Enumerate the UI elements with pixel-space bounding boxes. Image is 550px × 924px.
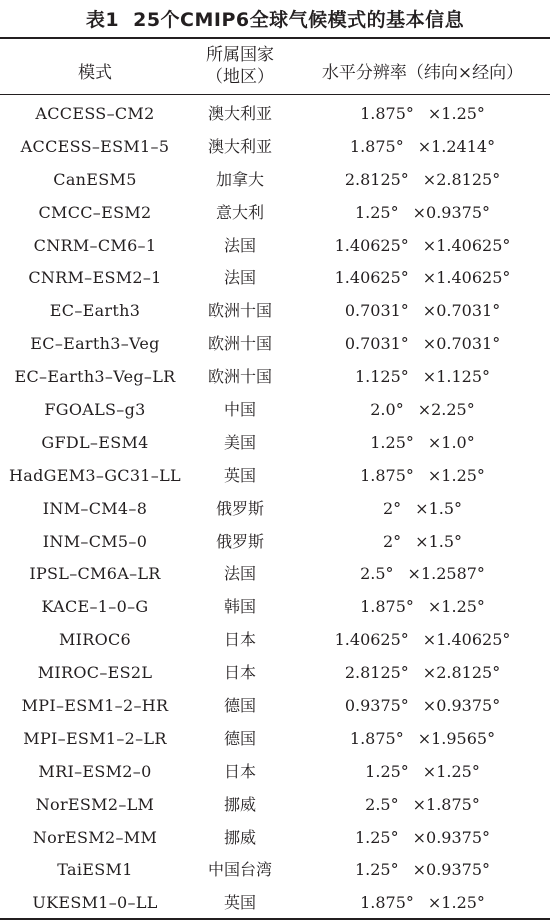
cell-lon-res: ×2.25°	[417, 400, 475, 420]
header-resolution: 水平分辨率（纬向×经向）	[321, 63, 524, 83]
cell-lat-res: 1.125°	[354, 367, 409, 387]
cell-model: INM–CM4–8	[42, 498, 148, 518]
cell-resolution	[295, 690, 550, 723]
cell-model: MIROC6	[58, 630, 132, 650]
cell-model: UKESM1–0–LL	[32, 893, 158, 913]
table-row	[0, 230, 550, 263]
cell-lon-res: ×1.40625°	[422, 268, 511, 288]
cell-model: EC–Earth3–Veg	[30, 334, 160, 354]
cell-lon-res: ×1.40625°	[422, 630, 511, 650]
cell-resolution	[295, 854, 550, 887]
cell-lon-res: ×0.9375°	[412, 827, 490, 847]
table-body	[0, 98, 550, 920]
cell-lon-res: ×1.9565°	[417, 728, 496, 748]
top-rule	[0, 37, 550, 39]
cell-lat-res: 1.40625°	[334, 235, 409, 255]
table-row	[0, 657, 550, 690]
cell-resolution	[295, 756, 550, 789]
cell-model: KACE–1–0–G	[41, 597, 149, 617]
cell-lat-res: 2.5°	[365, 794, 399, 814]
cell-lat-res: 1.25°	[354, 860, 399, 880]
table-row	[0, 723, 550, 756]
cell-model: ACCESS–ESM1–5	[20, 136, 170, 156]
cell-lat-res: 1.875°	[360, 465, 414, 485]
cell-lat-res: 2.5°	[360, 564, 394, 584]
cell-model: MIROC–ES2L	[37, 663, 153, 683]
cell-model: NorESM2–LM	[35, 794, 155, 814]
cell-model: TaiESM1	[57, 860, 133, 880]
cell-model: MPI–ESM1–2–HR	[21, 696, 169, 716]
table-row	[0, 328, 550, 361]
cell-lon-res: ×1.25°	[427, 893, 485, 913]
cell-resolution	[295, 361, 550, 394]
cell-lon-res: ×0.7031°	[422, 301, 501, 321]
cell-resolution	[295, 197, 550, 230]
cell-country: 德国	[223, 728, 256, 748]
table-row	[0, 394, 550, 427]
header-model: 模式	[78, 63, 112, 83]
cell-model: CanESM5	[53, 169, 137, 189]
cell-country: 韩国	[223, 597, 256, 617]
cell-lat-res: 2.8125°	[344, 169, 409, 189]
cell-resolution	[295, 723, 550, 756]
table-row	[0, 526, 550, 559]
cell-lon-res: ×1.40625°	[422, 235, 511, 255]
cell-resolution	[295, 657, 550, 690]
cell-lon-res: ×1.125°	[422, 367, 491, 387]
header-country	[190, 44, 290, 88]
cell-resolution	[295, 230, 550, 263]
cell-lat-res: 1.25°	[370, 432, 414, 452]
cell-model: MPI–ESM1–2–LR	[23, 728, 167, 748]
table-row	[0, 756, 550, 789]
table-row	[0, 558, 550, 591]
table-row	[0, 789, 550, 822]
cell-resolution	[295, 427, 550, 460]
table-row	[0, 591, 550, 624]
table-row	[0, 854, 550, 887]
cell-model: ACCESS–CM2	[35, 104, 155, 123]
cell-country: 中国台湾	[207, 860, 272, 880]
table-row	[0, 98, 550, 131]
table-row	[0, 493, 550, 526]
cell-lon-res: ×1.5°	[415, 498, 463, 518]
table-row	[0, 164, 550, 197]
cell-resolution	[295, 624, 550, 657]
bottom-rule	[0, 918, 550, 920]
cell-lat-res: 1.875°	[349, 728, 404, 748]
cell-country: 法国	[223, 235, 256, 255]
cell-country: 俄罗斯	[215, 531, 264, 551]
cell-lat-res: 1.875°	[349, 136, 404, 156]
cell-lon-res: ×1.875°	[412, 794, 480, 814]
cell-model: CNRM–ESM2–1	[28, 268, 162, 288]
cell-country: 欧洲十国	[207, 301, 272, 321]
cell-lat-res: 2°	[382, 531, 402, 551]
cell-resolution	[295, 394, 550, 427]
cell-country: 加拿大	[215, 169, 264, 189]
table-row	[0, 295, 550, 328]
table-row	[0, 262, 550, 295]
cell-lon-res: ×0.7031°	[422, 334, 501, 354]
cell-lat-res: 1.25°	[354, 827, 399, 847]
cell-model: INM–CM5–0	[42, 531, 148, 551]
cell-lon-res: ×0.9375°	[422, 696, 501, 716]
cell-lon-res: ×1.25°	[427, 597, 485, 617]
table-row	[0, 822, 550, 855]
cell-country: 英国	[223, 893, 256, 913]
cell-resolution	[295, 262, 550, 295]
table-row	[0, 131, 550, 164]
cell-lon-res: ×1.2587°	[407, 564, 485, 584]
cell-lat-res: 1.40625°	[334, 268, 409, 288]
cell-lat-res: 0.9375°	[344, 696, 409, 716]
table-row	[0, 197, 550, 230]
cell-country: 英国	[223, 465, 256, 485]
cell-country: 挪威	[223, 794, 256, 814]
cell-lat-res: 1.25°	[365, 761, 409, 781]
cell-model: CMCC–ESM2	[38, 202, 152, 222]
cell-country: 欧洲十国	[207, 367, 272, 387]
cell-country: 中国	[223, 400, 256, 420]
header-country-line2: （地区）	[206, 67, 274, 87]
cell-model: EC–Earth3–Veg–LR	[14, 367, 176, 387]
cell-resolution	[295, 822, 550, 855]
cell-model: FGOALS–g3	[44, 400, 146, 420]
cell-model: IPSL–CM6A–LR	[29, 564, 161, 584]
cell-country: 德国	[223, 696, 256, 716]
cell-lat-res: 1.40625°	[334, 630, 409, 650]
cell-model: MRI–ESM2–0	[38, 761, 152, 781]
table-caption: 25个CMIP6全球气候模式的基本信息	[133, 9, 465, 31]
table-row	[0, 624, 550, 657]
cell-country: 日本	[223, 630, 256, 650]
cell-country: 日本	[223, 663, 256, 683]
cell-lat-res: 2°	[382, 498, 402, 518]
cell-country: 意大利	[215, 202, 264, 222]
table-header	[0, 40, 550, 94]
cell-resolution	[295, 789, 550, 822]
cell-resolution	[295, 98, 550, 131]
cell-country: 澳大利亚	[207, 136, 272, 156]
cell-lon-res: ×1.25°	[422, 761, 480, 781]
cell-lon-res: ×1.0°	[427, 432, 475, 452]
cell-model: NorESM2–MM	[32, 827, 158, 847]
cell-resolution	[295, 558, 550, 591]
header-rule	[0, 94, 550, 95]
cell-lat-res: 0.7031°	[344, 301, 409, 321]
cell-lat-res: 1.875°	[360, 597, 414, 617]
cell-resolution	[295, 887, 550, 920]
cell-resolution	[295, 591, 550, 624]
table-row	[0, 427, 550, 460]
table-row	[0, 887, 550, 920]
cell-resolution	[295, 164, 550, 197]
cell-lon-res: ×0.9375°	[412, 202, 490, 222]
cell-model: HadGEM3–GC31–LL	[9, 465, 181, 485]
table-row	[0, 460, 550, 493]
cell-resolution	[295, 131, 550, 164]
cell-lon-res: ×0.9375°	[412, 860, 490, 880]
table-title	[0, 6, 550, 34]
cell-country: 美国	[223, 432, 256, 452]
cell-lat-res: 1.875°	[360, 104, 414, 123]
cell-lat-res: 0.7031°	[344, 334, 409, 354]
cell-resolution	[295, 526, 550, 559]
table-row	[0, 690, 550, 723]
cell-country: 法国	[223, 268, 256, 288]
cell-model: EC–Earth3	[49, 301, 141, 321]
cell-resolution	[295, 460, 550, 493]
cell-country: 法国	[223, 564, 256, 584]
cell-lat-res: 1.25°	[354, 202, 399, 222]
cell-model: GFDL–ESM4	[41, 432, 149, 452]
cell-lat-res: 1.875°	[360, 893, 414, 913]
table-number: 表1	[85, 9, 120, 31]
cell-lon-res: ×1.2414°	[417, 136, 496, 156]
cell-country: 澳大利亚	[207, 104, 272, 123]
cell-lon-res: ×2.8125°	[422, 663, 501, 683]
cell-resolution	[295, 295, 550, 328]
cell-country: 欧洲十国	[207, 334, 272, 354]
cell-lat-res: 2.0°	[370, 400, 404, 420]
cell-lon-res: ×1.5°	[415, 531, 463, 551]
cell-resolution	[295, 493, 550, 526]
cell-country: 俄罗斯	[215, 498, 264, 518]
header-country-line1: 所属国家	[206, 45, 274, 65]
cell-resolution	[295, 328, 550, 361]
cell-country: 日本	[223, 761, 256, 781]
cell-lon-res: ×2.8125°	[422, 169, 501, 189]
table-row	[0, 361, 550, 394]
cell-lon-res: ×1.25°	[427, 104, 485, 123]
cell-lon-res: ×1.25°	[427, 465, 485, 485]
cell-model: CNRM–CM6–1	[33, 235, 157, 255]
cell-lat-res: 2.8125°	[344, 663, 409, 683]
cell-country: 挪威	[223, 827, 256, 847]
